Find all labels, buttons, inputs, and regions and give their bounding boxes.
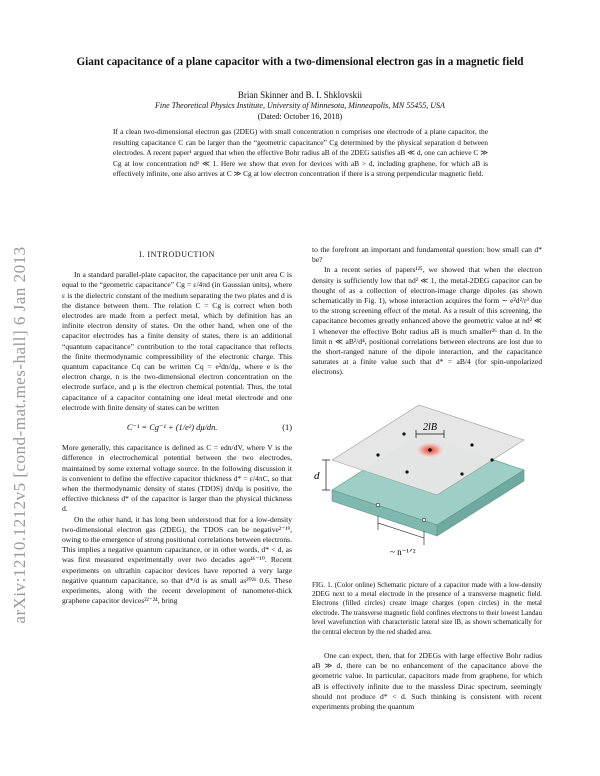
left-column — [62, 247, 292, 607]
right-column — [312, 245, 542, 712]
equation-number: (1) — [282, 423, 292, 433]
capacitor-schematic — [312, 390, 542, 575]
electron-central — [428, 448, 432, 452]
abstract: If a clean two-dimensional electron gas (2DEG) with small concentration n comprises one electrode of a plane capacitor, the resulting capacitance C can be larger than the “geometric capacitance” Cg determined by the physical separation d between electrodes. A recent paper¹ argued that when the effective Bohr radius aB of the 2DEG satisfies aB ≪ d, one can achieve C ≫ Cg at low concentration nd² ≪ 1. Here we show that even for devices with aB > d, including graphene, for which aB is effectively infinite, one also arrives at C ≫ Cg at low electron concentration if there is a strong perpendicular magnetic field. — [113, 127, 488, 179]
lb-label: 2lB — [423, 421, 437, 433]
intro-paragraph-1: In a standard parallel-plate capacitor, the capacitance per unit area C is equal to the “geometric capacitance” Cg = ε/4πd (in Gaussian units), where ε is the dielectric constant of the medium separating the two plates and d is the distance between them. The relation C = Cg is correct when both electrodes are made from a perfect metal, which by definition has an infinite electron density of states. On the other hand, when one of the capacitor electrodes has a finite density of states, there is an additional “quantum capacitance” contribution to the total capacitance that reflects the finite thermodynamic compressibility of the electronic charge. This quantum capacitance Cq can be written Cq = e²dn/dμ, where e is the electron charge, n is the two-dimensional electron concentration on the electrode surface, and μ is the electron chemical potential. Thus, the total capacitance of a capacitor containing one ideal metal electrode and one electrode with finite density of states can be written — [62, 270, 292, 412]
equation-body: C⁻¹ = Cg⁻¹ + (1/e²) dμ/dn. — [126, 423, 218, 433]
d-label: d — [314, 469, 320, 482]
electron — [470, 443, 473, 446]
figure-1 — [312, 390, 542, 575]
intro-paragraph-2: More generally, this capacitance is defined as C = edn/dV, where V is the difference in electrochemical potential between the two electrodes, maintained by some external voltage source. In the following discussion it is convenient to define the effective capacitor thickness d* = ε/4πC, so that when the thermodynamic density of states (TDOS) dn/dμ is positive, the effective thickness d* of the capacitor is larger than the physical thickness d. — [62, 443, 292, 514]
arxiv-stamp-text: arXiv:1210.1212v5 [cond-mat.mes-hall] 6 Jan 2013 — [10, 246, 29, 624]
intro-paragraph-3: On the other hand, it has long been understood that for a low-density two-dimensional electron gas (2DEG), the TDOS can be negative²⁻¹⁹, owing to the emergence of strong positional correlations between electrons. This implies a negative quantum capacitance, or in other words, d* < d, as was first measured experimentally over two decades ago⁴⁶⁻¹⁰. Recent experiments on ultrathin capacitor devices have reported a very large negative quantum capacitance, so that d*/d is as small as²⁰²¹ 0.6. These experiments, along with the recent development of nanometer-thick graphene capacitor devices²²⁻²⁴, bring — [62, 514, 292, 606]
arxiv-stamp — [6, 246, 34, 624]
paper-authors: Brian Skinner and B. I. Shklovskii — [237, 90, 363, 100]
right-paragraph-2: In a recent series of papers¹²⁵, we showed that when the electron density is sufficiently low that nd² ≪ 1, the metal-2DEG capacitor can be thought of as a collection of electron-image charge dipoles (as shown schematically in Fig. 1), whose interaction acquires the form ∼ e²d²/r³ due to the strong screening effect of the metal. As a result of this screening, the capacitance becomes greatly enhanced above the geometric value at nd² ≪ 1 whenever the effective Bohr radius aB is much smaller²⁶ than d. In the limit n ≪ aB²/d⁴, positional correlations between electrons are lost due to the short-ranged nature of the dipole interaction, and the capacitance saturates at a finite value such that d* = aB/4 (for spin-unpolarized electrons). — [312, 265, 542, 377]
right-paragraph-1: to the forefront an important and fundamental question: how small can d* be? — [312, 245, 542, 265]
paper-date: (Dated: October 16, 2018) — [257, 112, 343, 121]
electron — [460, 472, 463, 475]
electron — [376, 453, 379, 456]
image-charge — [376, 503, 380, 507]
section-heading: I. INTRODUCTION — [138, 250, 216, 259]
paper-title: Giant capacitance of a plane capacitor with a two-dimensional electron gas in a magnetic field — [76, 56, 524, 68]
right-paragraph-3: One can expect, then, that for 2DEGs with large effective Bohr radius aB ≫ d, there can be no enhancement of the capacitance above the geometric value. In particular, capacitors made from graphene, for which aB is effectively infinite due to the massless Dirac spectrum, seemingly should not produce d* < d. Such thinking is consistent with recent experiments probing the quantum — [312, 651, 542, 712]
electron — [402, 432, 405, 435]
electron — [490, 458, 493, 461]
equation-1 — [62, 423, 292, 433]
image-charge — [422, 518, 426, 522]
electron — [405, 470, 408, 473]
spacing-label: ~ n⁻¹ᐟ² — [390, 546, 416, 557]
figure-1-caption: FIG. 1. (Color online) Schematic picture of a capacitor made with a low-density 2DEG next to a metal electrode in the presence of a transverse magnetic field. Electrons (filled circles) create image charges (open circles) in the metal electrode. The transverse magnetic field confines electrons to their lowest Landau level wavefunction with characteristic lateral size lB, as shown schematically for the central electron by the red shaded area. — [312, 580, 542, 636]
paper-affiliation: Fine Theoretical Physics Institute, University of Minnesota, Minneapolis, MN 55455, USA — [155, 101, 445, 110]
